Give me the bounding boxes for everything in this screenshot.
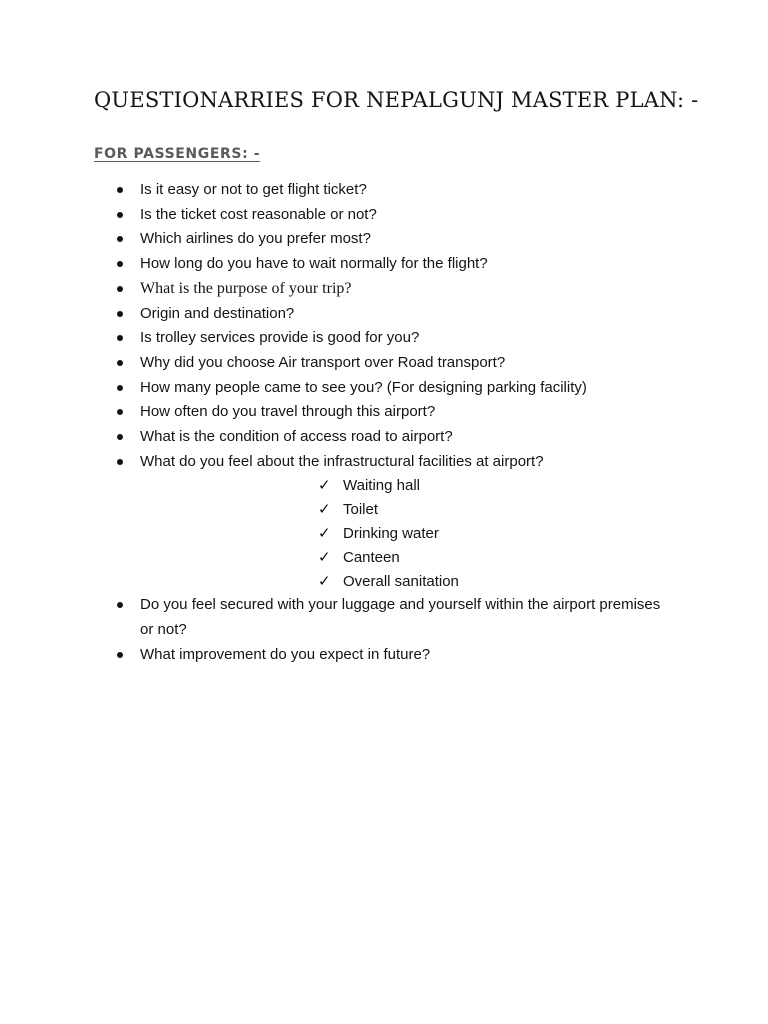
checkmark-icon: ✓ [318,547,331,566]
bullet-icon [117,434,123,440]
question-item [0,178,768,203]
question-item [0,227,768,252]
bullet-icon [117,360,123,366]
facility-item [140,546,668,570]
bullet-icon [117,335,123,341]
question-text: How long do you have to wait normally for the flight? [140,255,488,273]
question-item [0,351,768,376]
facility-text: Canteen [343,548,400,566]
question-text: Do you feel secured with your luggage and yourself within the airport premises or not? [140,596,661,639]
question-item [0,643,768,668]
facility-item [140,522,668,546]
bullet-icon [117,286,123,292]
question-text: How many people came to see you? (For designing parking facility) [140,378,587,396]
bullet-icon [117,212,123,218]
facility-item [140,570,668,594]
bullet-icon [117,459,123,465]
facility-item [140,474,668,498]
document-title: QUESTIONARRIES FOR NEPALGUNJ MASTER PLAN: - [94,88,699,112]
facility-text: Toilet [343,501,379,519]
bullet-icon [117,602,123,608]
facility-text: Waiting hall [343,477,420,495]
question-item [0,277,768,302]
bullet-icon [117,652,123,658]
question-text: What is the purpose of your trip? [140,279,352,297]
bullet-icon [117,261,123,267]
facility-text: Overall sanitation [343,572,459,590]
question-item [0,450,768,594]
question-text: How often do you travel through this airport? [140,403,436,421]
question-list [0,178,768,668]
bullet-icon [117,409,123,415]
checkmark-icon: ✓ [318,476,331,495]
question-text: Which airlines do you prefer most? [140,230,371,248]
question-text: Origin and destination? [140,304,295,322]
question-item [0,252,768,277]
question-item [0,302,768,327]
section-heading-passengers: FOR PASSENGERS: - [94,146,261,162]
bullet-icon [117,385,123,391]
checkmark-icon: ✓ [318,500,331,519]
facility-checklist [140,474,668,593]
question-item [0,203,768,228]
bullet-icon [117,187,123,193]
question-text: Is the ticket cost reasonable or not? [140,205,377,223]
question-text: What do you feel about the infrastructural facilities at airport? [140,452,544,470]
bullet-icon [117,311,123,317]
question-item [0,326,768,351]
question-item [0,593,768,642]
bullet-icon [117,236,123,242]
question-item [0,400,768,425]
question-item [0,376,768,401]
checkmark-icon: ✓ [318,571,331,590]
question-text: What improvement do you expect in future? [140,645,431,663]
question-text: Is trolley services provide is good for you? [140,329,420,347]
question-text: Is it easy or not to get flight ticket? [140,181,367,198]
facility-item [140,498,668,522]
question-text: What is the condition of access road to airport? [140,428,453,446]
checkmark-icon: ✓ [318,524,331,543]
question-text: Why did you choose Air transport over Road transport? [140,353,506,371]
question-item [0,425,768,450]
facility-text: Drinking water [343,525,439,543]
